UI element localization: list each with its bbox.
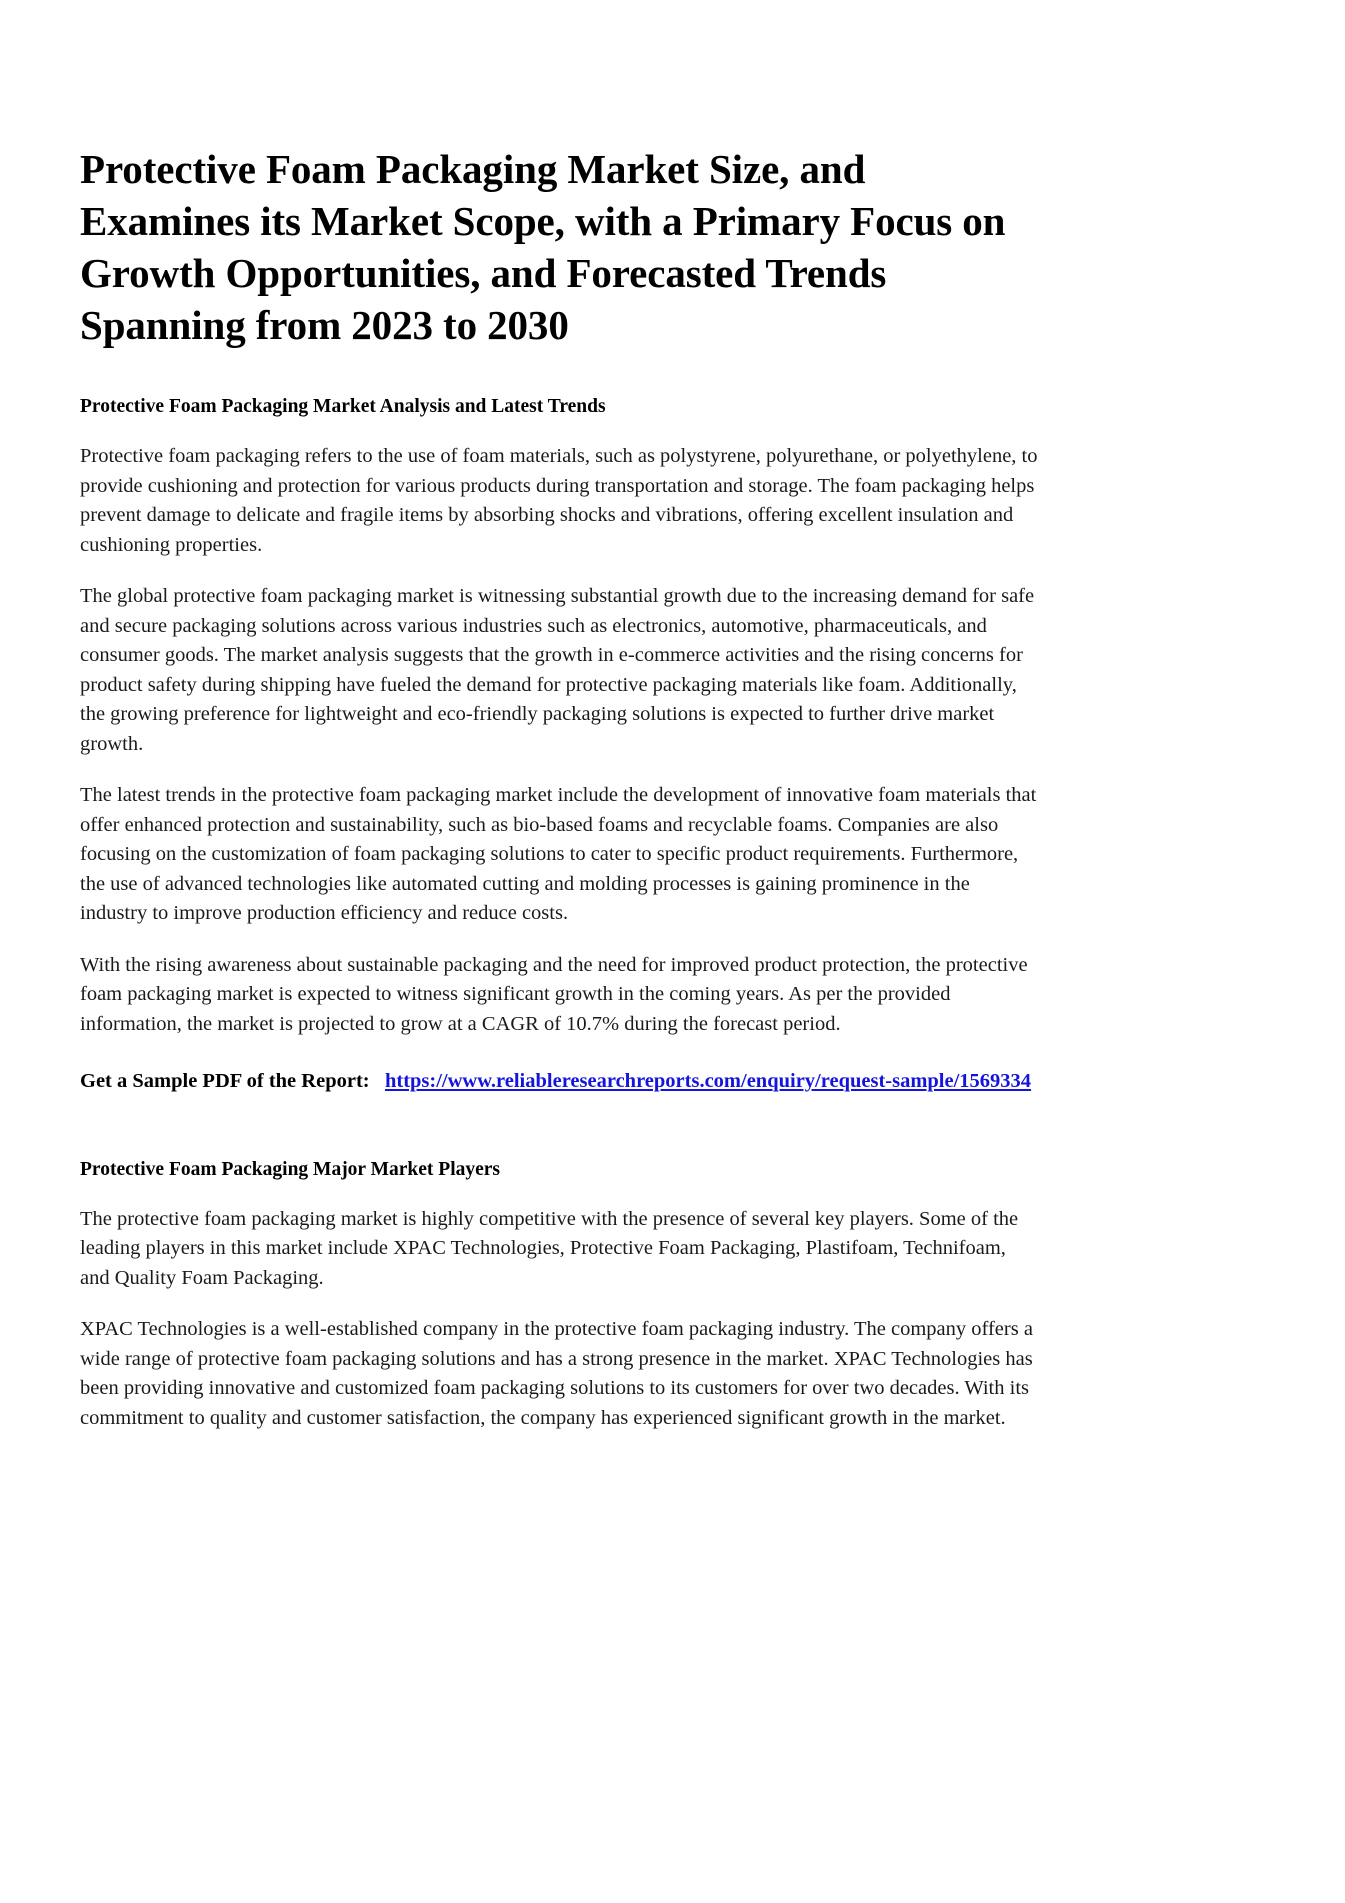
paragraph-latest-trends: The latest trends in the protective foam packaging market include the development of innovative foam materials that offer enhanced protection and sustainability, such as bio-based foams and recyclable foams. Companies are also focusing on the customization of foam packaging solutions to cater to specific product requirements. Furthermore, the use of advanced technologies like automated cutting and molding processes is gaining prominence in the industry to improve production efficiency and reduce costs.	[80, 784, 1037, 924]
sample-pdf-block	[80, 1067, 1038, 1097]
paragraph-competitive-landscape: The protective foam packaging market is highly competitive with the presence of several key players. Some of the leading players in this market include XPAC Technologies, Protective Foam Packaging, Plastifoam, Technifoam, and Quality Foam Packaging.	[80, 1207, 1019, 1289]
page-title: Protective Foam Packaging Market Size, and Examines its Market Scope, with a Primary Focus on Growth Opportunities, and Forecasted Trends Spanning from 2023 to 2030	[80, 146, 1006, 348]
section-spacer	[80, 1097, 1038, 1157]
paragraph-definition: Protective foam packaging refers to the use of foam materials, such as polystyrene, polyurethane, or polyethylene, to provide cushioning and protection for various products during transportation and storage. The foam packaging helps prevent damage to delicate and fragile items by absorbing shocks and vibrations, offering excellent insulation and cushioning properties.	[80, 445, 1038, 556]
paragraph-growth-outlook: With the rising awareness about sustainable packaging and the need for improved product protection, the protective foam packaging market is expected to witness significant growth in the coming years. As per the provided information, the market is projected to grow at a CAGR of 10.7% during the forecast period.	[80, 953, 1028, 1035]
section-heading-analysis: Protective Foam Packaging Market Analysis and Latest Trends	[80, 396, 606, 417]
sample-pdf-label: Get a Sample PDF of the Report:	[80, 1070, 370, 1092]
paragraph-global-market: The global protective foam packaging market is witnessing substantial growth due to the increasing demand for safe and secure packaging solutions across various industries such as electronics, automotive, pharmaceuticals, and consumer goods. The market analysis suggests that the growth in e-commerce activities and the rising concerns for product safety during shipping have fueled the demand for protective packaging materials like foam. Additionally, the growing preference for lightweight and eco-friendly packaging solutions is expected to further drive market growth.	[80, 585, 1035, 755]
sample-pdf-link[interactable]: https://www.reliableresearchreports.com/enquiry/request-sample/1569334	[384, 1070, 1032, 1092]
paragraph-xpac-technologies: XPAC Technologies is a well-established company in the protective foam packaging industry. The company offers a wide range of protective foam packaging solutions and has a strong presence in the market. XPAC Technologies has been providing innovative and customized foam packaging solutions to its customers for over two decades. With its commitment to quality and customer satisfaction, the company has experienced significant growth in the market.	[80, 1318, 1033, 1429]
section-heading-major-players: Protective Foam Packaging Major Market Players	[80, 1158, 501, 1180]
document-content	[80, 143, 1038, 1433]
